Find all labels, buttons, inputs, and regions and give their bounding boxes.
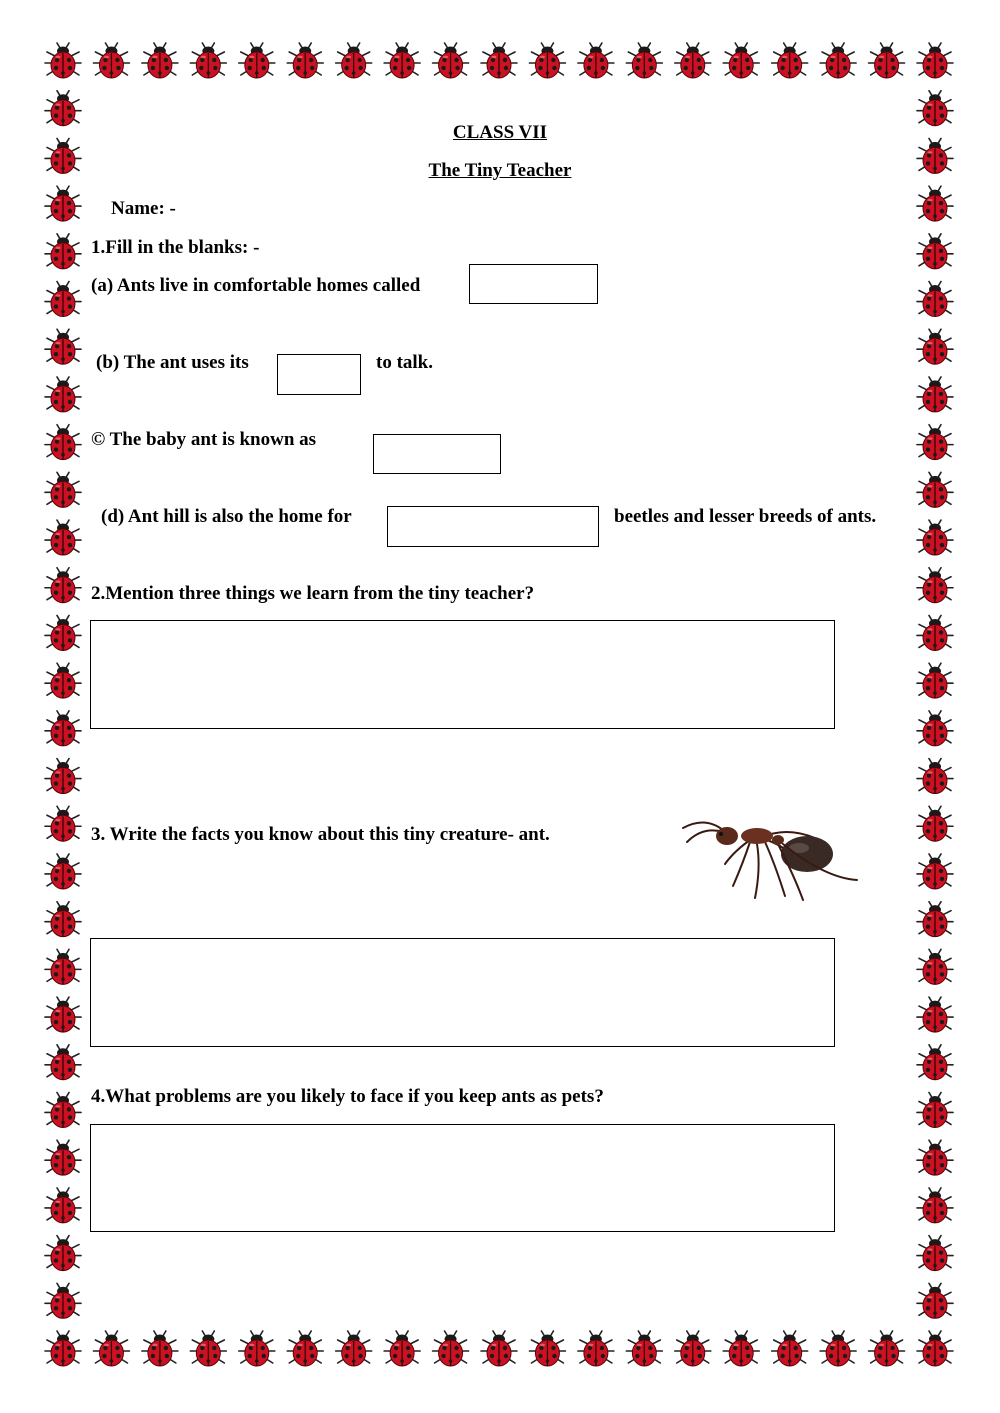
ladybug-icon: [917, 282, 953, 317]
ladybug-icon: [917, 425, 953, 460]
q1b-text-after: to talk.: [376, 352, 433, 373]
ladybug-icon: [45, 854, 81, 889]
ladybug-icon: [45, 1092, 81, 1127]
ladybug-icon: [917, 806, 953, 841]
ladybug-icon: [917, 520, 953, 555]
ladybug-icon: [529, 43, 565, 78]
ladybug-icon: [45, 329, 81, 364]
ladybug-icon: [917, 902, 953, 937]
q1a-blank[interactable]: [469, 264, 598, 304]
ladybug-icon: [917, 615, 953, 650]
ladybug-icon: [626, 43, 662, 78]
ladybug-icon: [917, 1045, 953, 1080]
ladybug-icon: [45, 186, 81, 221]
ladybug-icon: [45, 91, 81, 126]
ladybug-icon: [45, 520, 81, 555]
ladybug-icon: [675, 1331, 711, 1366]
ladybug-icon: [433, 1331, 469, 1366]
ladybug-icon: [917, 1331, 953, 1366]
ladybug-icon: [917, 186, 953, 221]
ladybug-icon: [917, 759, 953, 794]
q3-answer-box[interactable]: [90, 938, 835, 1047]
ladybug-icon: [917, 377, 953, 412]
ladybug-icon: [45, 568, 81, 603]
q1b-text-before: (b) The ant uses its: [96, 352, 249, 373]
ladybug-icon: [287, 43, 323, 78]
ladybug-icon: [917, 472, 953, 507]
q4-text: 4.What problems are you likely to face if you keep ants as pets?: [91, 1086, 604, 1107]
ladybug-icon: [578, 1331, 614, 1366]
ladybug-icon: [45, 997, 81, 1032]
ladybug-icon: [917, 949, 953, 984]
ladybug-icon: [529, 1331, 565, 1366]
ladybug-icon: [45, 711, 81, 746]
ladybug-icon: [578, 43, 614, 78]
ant-icon: [675, 808, 865, 908]
ladybug-icon: [917, 1283, 953, 1318]
q1b-blank[interactable]: [277, 354, 361, 395]
ladybug-icon: [917, 1140, 953, 1175]
ladybug-icon: [384, 1331, 420, 1366]
ladybug-icon: [917, 329, 953, 364]
q1a-text: (a) Ants live in comfortable homes called: [91, 275, 421, 296]
ladybug-icon: [675, 43, 711, 78]
ladybug-icon: [239, 1331, 275, 1366]
ladybug-icon: [869, 1331, 905, 1366]
ladybug-icon: [45, 663, 81, 698]
ladybug-icon: [917, 568, 953, 603]
ladybug-icon: [45, 1188, 81, 1223]
ladybug-icon: [93, 1331, 129, 1366]
q1-heading: 1.Fill in the blanks: -: [91, 237, 260, 258]
ladybug-icon: [45, 1236, 81, 1271]
ladybug-icon: [917, 234, 953, 269]
ladybug-icon: [433, 43, 469, 78]
ladybug-icon: [917, 1236, 953, 1271]
ladybug-icon: [917, 854, 953, 889]
ladybug-icon: [190, 1331, 226, 1366]
ladybug-icon: [45, 1140, 81, 1175]
ladybug-icon: [45, 615, 81, 650]
ladybug-icon: [917, 91, 953, 126]
ladybug-icon: [917, 663, 953, 698]
q3-text: 3. Write the facts you know about this tiny creature- ant.: [91, 824, 550, 845]
q2-text: 2.Mention three things we learn from the tiny teacher?: [91, 583, 535, 604]
ladybug-icon: [820, 1331, 856, 1366]
q2-answer-box[interactable]: [90, 620, 835, 729]
ladybug-icon: [45, 1283, 81, 1318]
ladybug-icon: [336, 43, 372, 78]
ladybug-icon: [45, 1331, 81, 1366]
ladybug-icon: [45, 472, 81, 507]
ladybug-icon: [917, 43, 953, 78]
ladybug-icon: [869, 43, 905, 78]
ladybug-icon: [481, 1331, 517, 1366]
ladybug-icon: [481, 43, 517, 78]
ladybug-icon: [190, 43, 226, 78]
ladybug-icon: [45, 1045, 81, 1080]
class-label: CLASS VII: [452, 122, 548, 143]
q1d-text-after: beetles and lesser breeds of ants.: [614, 506, 877, 527]
ladybug-icon: [723, 43, 759, 78]
ladybug-icon: [142, 43, 178, 78]
ladybug-icon: [45, 425, 81, 460]
ladybug-icon: [772, 43, 808, 78]
ladybug-icon: [142, 1331, 178, 1366]
ladybug-icon: [45, 377, 81, 412]
q1d-text-before: (d) Ant hill is also the home for: [101, 506, 352, 527]
ladybug-icon: [820, 43, 856, 78]
ladybug-icon: [917, 711, 953, 746]
ladybug-icon: [45, 282, 81, 317]
ladybug-icon: [917, 1092, 953, 1127]
ladybug-icon: [384, 43, 420, 78]
ladybug-icon: [723, 1331, 759, 1366]
q1c-text: © The baby ant is known as: [91, 429, 317, 450]
ladybug-icon: [917, 997, 953, 1032]
ladybug-icon: [45, 949, 81, 984]
worksheet-title: The Tiny Teacher: [428, 160, 572, 181]
ladybug-icon: [45, 902, 81, 937]
q1d-blank[interactable]: [387, 506, 599, 547]
q1c-blank[interactable]: [373, 434, 501, 474]
ladybug-icon: [45, 43, 81, 78]
ladybug-icon: [917, 1188, 953, 1223]
ladybug-icon: [45, 759, 81, 794]
ladybug-icon: [239, 43, 275, 78]
ladybug-icon: [45, 234, 81, 269]
ladybug-icon: [626, 1331, 662, 1366]
q4-answer-box[interactable]: [90, 1124, 835, 1232]
ladybug-icon: [336, 1331, 372, 1366]
ladybug-icon: [287, 1331, 323, 1366]
ladybug-icon: [45, 806, 81, 841]
ladybug-icon: [772, 1331, 808, 1366]
ladybug-icon: [93, 43, 129, 78]
name-label: Name: -: [111, 198, 176, 219]
